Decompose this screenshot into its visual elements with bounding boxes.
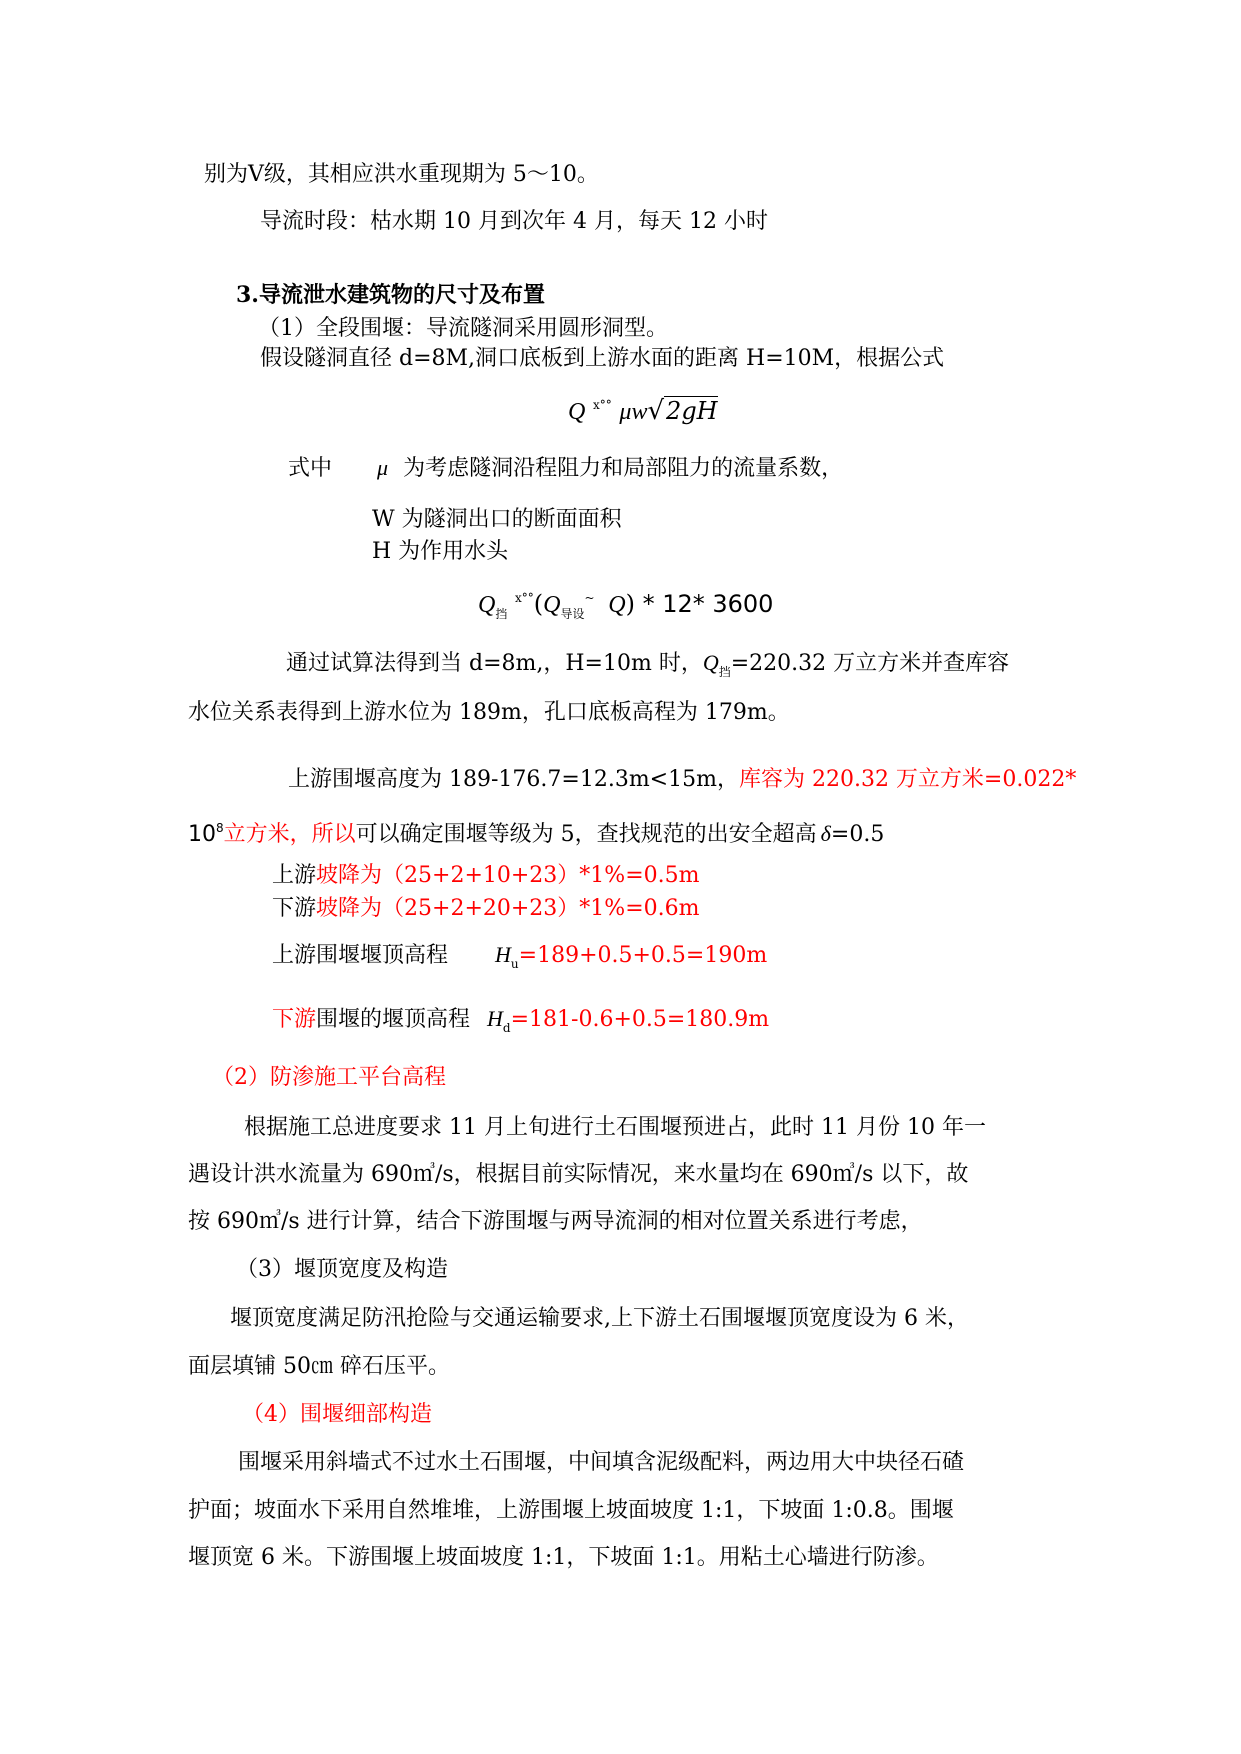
exponent: 8 — [216, 821, 224, 835]
text-line: 假设隧洞直径 d=8M,洞口底板到上游水面的距离 H=10M，根据公式 — [260, 346, 945, 371]
line-segment: 上游 — [272, 863, 317, 888]
text-line — [288, 453, 843, 484]
formula-symbol: Q — [568, 399, 586, 425]
formula-marks: x°° — [515, 591, 534, 605]
formula-radicand: 2gH — [666, 397, 718, 425]
definition-label: 式中 — [288, 456, 333, 481]
section-heading: （2）防渗施工平台高程 — [212, 1065, 446, 1090]
h-subscript: u — [510, 957, 519, 971]
text-line: 遇设计洪水流量为 690㎥/s，根据目前实际情况，来水量均在 690㎥/s 以下，故 — [188, 1162, 969, 1187]
text-line — [188, 813, 884, 850]
line-segment: 通过试算法得到当 d=8m,，H=10m 时， — [286, 651, 703, 676]
formula-marks: x°° — [592, 398, 612, 412]
formula-tilde: ~ — [584, 591, 595, 605]
mu-symbol: μ — [377, 455, 389, 480]
text-line: 水位关系表得到上游水位为 189m，孔口底板高程为 179m。 — [188, 700, 790, 725]
formula-symbol: Q — [608, 592, 626, 618]
formula-discharge — [568, 390, 718, 427]
highlight-text: =181-0.6+0.5=180.9m — [510, 1007, 770, 1032]
definition-text: 为考虑隧洞沿程阻力和局部阻力的流量系数， — [403, 456, 844, 481]
highlight-text: =189+0.5+0.5=190m — [518, 943, 768, 968]
text-line: 围堰采用斜墙式不过水土石围堰，中间填含泥级配料，两边用大中块径石碴 — [238, 1450, 965, 1475]
line-segment: =0.5 — [830, 822, 885, 847]
line-segment: 下游 — [272, 896, 317, 921]
exponent-base: 10 — [188, 822, 216, 847]
formula-symbol: Q — [543, 592, 561, 618]
text-line: 根据施工总进度要求 11 月上旬进行土石围堰预进占，此时 11 月份 10 年一 — [244, 1115, 986, 1140]
formula-symbol: Q — [478, 592, 496, 618]
formula-subscript: 挡 — [495, 607, 508, 621]
text-line — [272, 861, 699, 891]
text-line — [272, 894, 699, 924]
text-line — [286, 648, 1009, 687]
h-subscript: d — [502, 1021, 511, 1035]
text-line: 别为Ⅴ级，其相应洪水重现期为 5～10。 — [204, 162, 599, 187]
delta-symbol: δ — [820, 821, 831, 846]
text-line: 护面；坡面水下采用自然堆堆，上游围堰上坡面坡度 1:1，下坡面 1:0.8。围堰 — [188, 1498, 954, 1523]
highlight-text: 下游 — [272, 1007, 317, 1032]
text-line: W 为隧洞出口的断面面积 — [372, 507, 622, 532]
section-heading: （4）围堰细部构造 — [242, 1402, 432, 1427]
formula-paren: ) — [625, 590, 635, 618]
text-line — [272, 940, 767, 979]
text-line: H 为作用水头 — [372, 539, 509, 564]
formula-paren: ( — [533, 590, 544, 618]
line-segment: 围堰的堰顶高程 — [316, 1007, 471, 1032]
formula-subscript: 导设 — [560, 607, 585, 621]
text-line: 面层填铺 50㎝ 碎石压平。 — [188, 1354, 450, 1379]
section-heading: （3）堰顶宽度及构造 — [236, 1257, 448, 1282]
formula-symbol: μw — [619, 399, 648, 425]
h-symbol: H — [487, 1006, 503, 1031]
text-line: 导流时段：枯水期 10 月到次年 4 月，每天 12 小时 — [260, 209, 768, 234]
q-subscript: 挡 — [718, 665, 731, 679]
formula-volume — [478, 583, 773, 629]
sqrt-sign: √ — [647, 396, 665, 426]
text-line: 堰顶宽度满足防汛抢险与交通运输要求,上下游土石围堰堰顶宽度设为 6 米， — [230, 1306, 969, 1331]
formula-tail: * 12* 3600 — [634, 590, 774, 618]
text-line: （1）全段围堰：导流隧洞采用圆形洞型。 — [258, 316, 668, 341]
line-segment: 可以确定围堰等级为 5，查找规范的出安全超高 — [355, 822, 817, 847]
text-line — [272, 1004, 769, 1043]
text-line: 按 690㎥/s 进行计算，结合下游围堰与两导流洞的相对位置关系进行考虑， — [188, 1209, 923, 1234]
text-line — [288, 765, 1076, 795]
h-symbol: H — [495, 942, 511, 967]
section-heading: 3.导流泄水建筑物的尺寸及布置 — [236, 282, 545, 308]
line-segment: 上游围堰堰顶高程 — [272, 943, 449, 968]
text-line: 堰顶宽 6 米。下游围堰上坡面坡度 1:1，下坡面 1:1。用粘土心墙进行防渗。 — [188, 1545, 939, 1570]
highlight-text: 坡降为（25+2+10+23）*1%=0.5m — [316, 863, 700, 888]
highlight-text: 库容为 220.32 万立方米=0.022* — [738, 767, 1077, 792]
highlight-text: 坡降为（25+2+20+23）*1%=0.6m — [316, 896, 700, 921]
highlight-text: 立方米，所以 — [223, 822, 356, 847]
line-segment: =220.32 万立方米并查库容 — [730, 651, 1010, 676]
q-symbol: Q — [702, 650, 719, 675]
line-segment: 上游围堰高度为 189-176.7=12.3m<15m， — [288, 767, 739, 792]
